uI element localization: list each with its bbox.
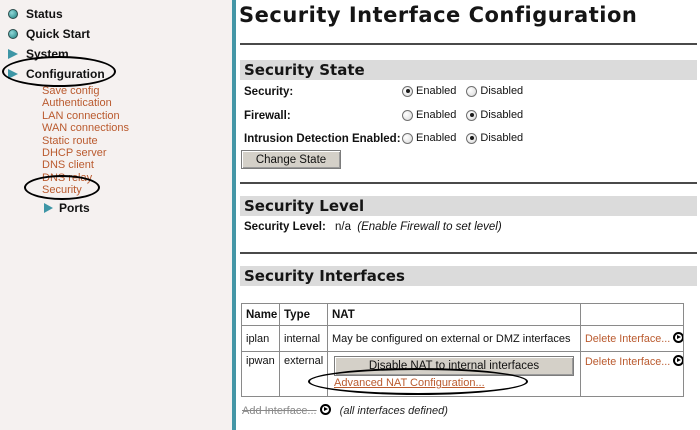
sidebar-item-system[interactable] [0,44,232,64]
add-interface-note: (all interfaces defined) [339,405,448,417]
security-radio-group [402,85,533,97]
bullet-circle-icon [8,29,18,39]
sidebar-link-security[interactable]: Security [42,184,82,197]
sidebar-link-dns-client[interactable]: DNS client [42,159,94,172]
security-level-line [244,221,502,233]
sidebar [0,0,232,430]
triangle-bullet-icon [8,49,18,59]
horizontal-rule [240,43,697,45]
sidebar-item-label: Quick Start [26,27,91,41]
sidebar-item-label: Ports [59,200,90,215]
column-header-nat: NAT [328,304,581,326]
sidebar-link-save-config[interactable]: Save config [42,85,100,97]
firewall-label: Firewall: [244,110,291,122]
advanced-nat-configuration-link[interactable]: Advanced NAT Configuration... [334,377,485,389]
security-disabled-radio[interactable] [466,86,477,97]
circle-arrow-icon [673,355,683,366]
sidebar-item-quick-start[interactable] [0,24,232,44]
disabled-label: Disabled [480,132,524,144]
add-interface-link: Add Interface... [242,405,317,417]
horizontal-rule [240,182,697,184]
configuration-submenu [42,85,232,197]
security-label: Security: [244,86,294,98]
sidebar-item-label: Status [26,7,63,21]
bullet-circle-icon [8,9,18,19]
enabled-label: Enabled [416,109,457,121]
section-heading-security-state: Security State [240,60,697,80]
change-state-button[interactable]: Change State [241,150,341,169]
security-interfaces-table [241,303,684,397]
sidebar-link-dhcp-server[interactable]: DHCP server [42,147,107,160]
sidebar-item-label: Configuration [26,67,105,81]
triangle-bullet-icon [44,203,53,213]
table-header-row [242,304,684,326]
security-level-note: (Enable Firewall to set level) [357,221,502,233]
actions-cell [581,352,684,397]
nat-info-cell: May be configured on external or DMZ interfaces [328,326,581,352]
actions-cell [581,326,684,352]
sidebar-item-configuration[interactable] [0,64,232,84]
column-header-actions [581,304,684,326]
interface-type-cell: internal [280,326,328,352]
firewall-disabled-radio[interactable] [466,110,477,121]
sidebar-item-status[interactable] [0,4,232,24]
security-level-label: Security Level: [244,221,326,233]
section-heading-security-interfaces: Security Interfaces [240,266,697,286]
interface-type-cell: external [280,352,328,397]
enabled-label: Enabled [416,85,457,97]
delete-interface-link[interactable]: Delete Interface... [585,333,671,345]
intrusion-radio-group [402,132,533,144]
security-enabled-radio[interactable] [402,86,413,97]
security-level-value: n/a [335,221,352,233]
interface-name-cell: ipwan [242,352,280,397]
disabled-label: Disabled [480,109,524,121]
circle-arrow-icon [320,404,331,415]
sidebar-link-lan-connection[interactable]: LAN connection [42,109,120,122]
firewall-radio-group [402,109,533,121]
table-row [242,326,684,352]
sidebar-link-wan-connections[interactable]: WAN connections [42,122,130,135]
intrusion-disabled-radio[interactable] [466,133,477,144]
main-content [236,0,700,430]
interface-name-cell: iplan [242,326,280,352]
sidebar-item-ports[interactable] [44,201,232,215]
horizontal-rule [240,252,697,254]
intrusion-detection-label: Intrusion Detection Enabled: [244,133,401,145]
circle-arrow-icon [673,332,683,343]
disabled-label: Disabled [480,85,524,97]
nat-config-cell [328,352,581,397]
table-row [242,352,684,397]
enabled-label: Enabled [416,132,457,144]
section-heading-security-level: Security Level [240,196,697,216]
intrusion-enabled-radio[interactable] [402,133,413,144]
sidebar-link-authentication[interactable]: Authentication [42,97,112,110]
sidebar-item-label: System [26,47,69,61]
sidebar-link-static-route[interactable]: Static route [42,134,98,147]
disable-nat-button[interactable]: Disable NAT to internal interfaces [334,356,574,376]
add-interface-line [242,404,448,417]
delete-interface-link[interactable]: Delete Interface... [585,356,671,368]
column-header-name: Name [242,304,280,326]
sidebar-link-dns-relay[interactable]: DNS relay [42,171,93,184]
column-header-type: Type [280,304,328,326]
triangle-bullet-icon [8,69,18,79]
firewall-enabled-radio[interactable] [402,110,413,121]
page-title: Security Interface Configuration [239,3,638,27]
